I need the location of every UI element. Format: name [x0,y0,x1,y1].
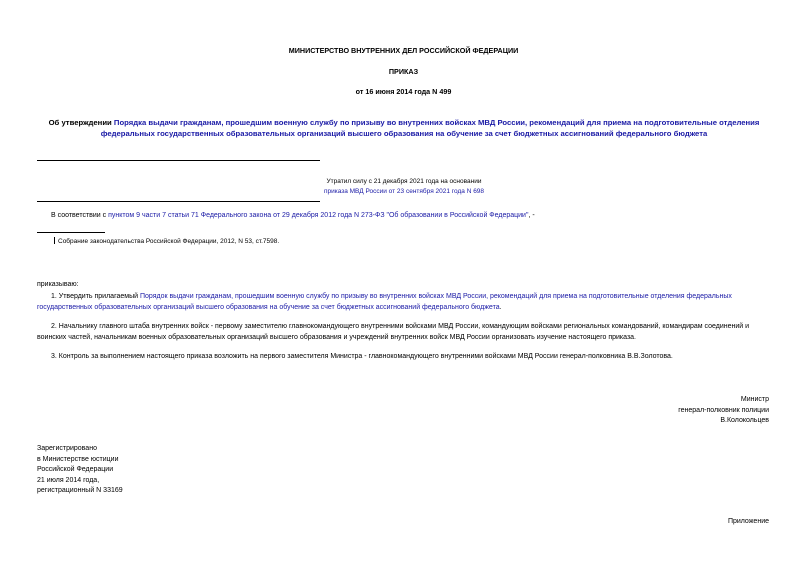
order-item-1 [37,292,772,313]
status-link[interactable]: приказа МВД России от 23 сентября 2021 года N 698 [323,188,485,195]
doc-date-number: от 16 июня 2014 года N 499 [355,87,452,96]
signature-name: В.Колокольцев [720,417,769,424]
order-word: приказываю: [37,281,79,288]
order-item-3: 3. Контроль за выполнением настоящего приказа возложить на первого заместителя Министра - главнокомандующего внутренними войсками МВД России генерал-полковника В.В.Золотова. [51,353,673,360]
registration-line-5: регистрационный N 33169 [37,487,123,494]
signature-title: Министр [740,396,769,403]
footnote-divider [37,232,105,233]
preamble-suffix: , - [528,212,535,219]
registration-block [37,444,237,497]
footnote [54,237,279,247]
footnote-marker [54,237,55,244]
registration-line-1: Зарегистрировано [37,445,97,452]
preamble-law-link[interactable]: пунктом 9 части 7 статьи 71 Федерального закона от 29 декабря 2012 года N 273-ФЗ "Об образовании в Российской Федерации" [108,212,529,219]
status-divider [37,201,320,202]
ministry-header: МИНИСТЕРСТВО ВНУТРЕННИХ ДЕЛ РОССИЙСКОЙ ФЕДЕРАЦИИ [288,46,519,55]
item-1-procedure-link[interactable]: Порядок выдачи гражданам, прошедшим военную службу по призыву во внутренних войсках МВД России, рекомендаций для приема на подготовительные отделения федеральных государственных образовательных организаций высшего образования на обучение за счет бюджетных ассигнований федерального бюджета [37,293,732,311]
document-title [36,117,772,139]
preamble-prefix: В соответствии с [51,212,109,219]
title-divider [37,160,320,161]
footnote-text: Собрание законодательства Российской Федерации, 2012, N 53, ст.7598. [58,238,280,245]
appendix-label: Приложение [727,518,769,525]
order-item-2: 2. Начальнику главного штаба внутренних войск - первому заместителю главнокомандующего внутренними войсками МВД России, командующим войсками региональных командований, командирам соединений и воинских частей, начальникам военных образовательных организаций высшего образования и учреждений внутренних войск МВД России организовать изучение настоящего приказа. [37,323,750,341]
title-prefix: Об утверждении [48,118,114,127]
doc-type: ПРИКАЗ [388,67,419,76]
status-line: Утратил силу с 21 декабря 2021 года на основании [326,178,482,185]
registration-line-3: Российской Федерации [37,466,114,473]
item-1-prefix: 1. Утвердить прилагаемый [51,293,140,300]
registration-line-2: в Министерстве юстиции [37,455,119,463]
registration-line-4: 21 июля 2014 года, [37,476,100,484]
signature-rank: генерал-полковник полиции [678,406,769,414]
item-1-suffix: . [499,303,502,311]
title-link[interactable]: Порядка выдачи гражданам, прошедшим военную службу по призыву во внутренних войсках МВД России, рекомендаций для приема на подготовительные отделения федеральных государственных образовательных организаций высшего образования на обучение за счет бюджетных ассигнований федерального бюджета [100,118,760,138]
status-block [230,177,578,197]
signature-block [569,395,769,427]
preamble [37,211,772,222]
